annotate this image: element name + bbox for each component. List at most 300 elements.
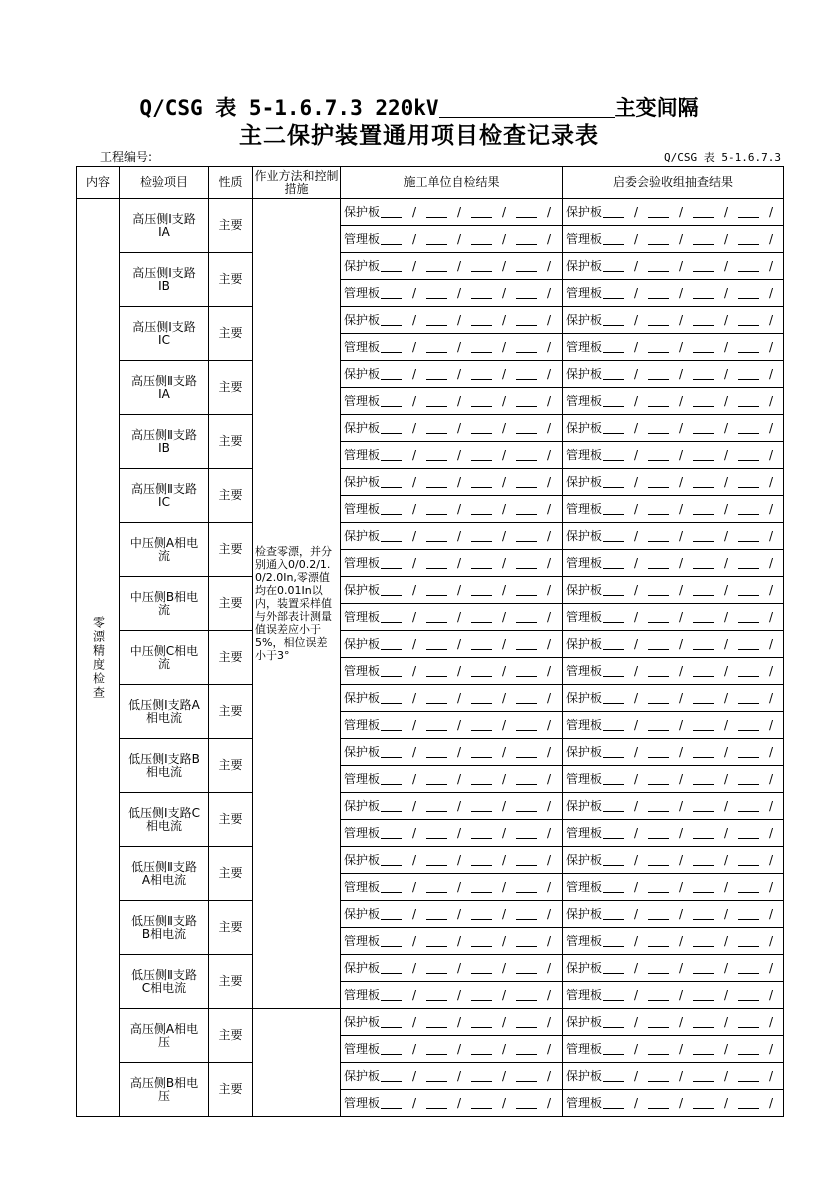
value-blank[interactable]: [381, 205, 402, 218]
value-blank[interactable]: [693, 583, 714, 596]
value-blank[interactable]: [426, 1042, 447, 1055]
acceptance-result-cell[interactable]: [563, 199, 784, 226]
value-blank[interactable]: [648, 1015, 669, 1028]
value-blank[interactable]: [693, 637, 714, 650]
acceptance-result-cell[interactable]: [563, 766, 784, 793]
value-blank[interactable]: [693, 286, 714, 299]
value-blank[interactable]: [381, 394, 402, 407]
value-blank[interactable]: [738, 583, 759, 596]
value-blank[interactable]: [648, 691, 669, 704]
value-blank[interactable]: [693, 1042, 714, 1055]
value-blank[interactable]: [381, 745, 402, 758]
value-blank[interactable]: [516, 205, 537, 218]
value-blank[interactable]: [738, 502, 759, 515]
value-blank[interactable]: [471, 1069, 492, 1082]
value-blank[interactable]: [426, 1069, 447, 1082]
value-blank[interactable]: [693, 1069, 714, 1082]
value-blank[interactable]: [648, 421, 669, 434]
value-blank[interactable]: [426, 637, 447, 650]
value-blank[interactable]: [516, 691, 537, 704]
value-blank[interactable]: [516, 340, 537, 353]
value-blank[interactable]: [603, 529, 624, 542]
value-blank[interactable]: [516, 664, 537, 677]
value-blank[interactable]: [603, 988, 624, 1001]
value-blank[interactable]: [603, 907, 624, 920]
value-blank[interactable]: [648, 367, 669, 380]
self-result-cell[interactable]: [341, 739, 563, 766]
value-blank[interactable]: [603, 691, 624, 704]
value-blank[interactable]: [381, 853, 402, 866]
value-blank[interactable]: [516, 1096, 537, 1109]
value-blank[interactable]: [738, 1015, 759, 1028]
value-blank[interactable]: [426, 772, 447, 785]
self-result-cell[interactable]: [341, 550, 563, 577]
value-blank[interactable]: [381, 367, 402, 380]
value-blank[interactable]: [738, 745, 759, 758]
value-blank[interactable]: [471, 1096, 492, 1109]
value-blank[interactable]: [603, 637, 624, 650]
value-blank[interactable]: [603, 1096, 624, 1109]
value-blank[interactable]: [693, 232, 714, 245]
value-blank[interactable]: [516, 799, 537, 812]
value-blank[interactable]: [648, 637, 669, 650]
acceptance-result-cell[interactable]: [563, 685, 784, 712]
self-result-cell[interactable]: [341, 874, 563, 901]
value-blank[interactable]: [426, 907, 447, 920]
acceptance-result-cell[interactable]: [563, 226, 784, 253]
value-blank[interactable]: [738, 529, 759, 542]
value-blank[interactable]: [516, 529, 537, 542]
value-blank[interactable]: [381, 583, 402, 596]
value-blank[interactable]: [471, 421, 492, 434]
value-blank[interactable]: [381, 988, 402, 1001]
value-blank[interactable]: [516, 1069, 537, 1082]
acceptance-result-cell[interactable]: [563, 334, 784, 361]
self-result-cell[interactable]: [341, 631, 563, 658]
value-blank[interactable]: [648, 1096, 669, 1109]
value-blank[interactable]: [381, 448, 402, 461]
value-blank[interactable]: [516, 421, 537, 434]
value-blank[interactable]: [516, 826, 537, 839]
value-blank[interactable]: [516, 1042, 537, 1055]
value-blank[interactable]: [516, 475, 537, 488]
acceptance-result-cell[interactable]: [563, 955, 784, 982]
value-blank[interactable]: [738, 718, 759, 731]
value-blank[interactable]: [648, 313, 669, 326]
value-blank[interactable]: [471, 718, 492, 731]
value-blank[interactable]: [693, 961, 714, 974]
value-blank[interactable]: [693, 853, 714, 866]
value-blank[interactable]: [648, 664, 669, 677]
self-result-cell[interactable]: [341, 928, 563, 955]
value-blank[interactable]: [381, 826, 402, 839]
value-blank[interactable]: [648, 772, 669, 785]
value-blank[interactable]: [516, 583, 537, 596]
value-blank[interactable]: [693, 1096, 714, 1109]
value-blank[interactable]: [471, 637, 492, 650]
self-result-cell[interactable]: [341, 658, 563, 685]
self-result-cell[interactable]: [341, 955, 563, 982]
value-blank[interactable]: [603, 718, 624, 731]
acceptance-result-cell[interactable]: [563, 442, 784, 469]
acceptance-result-cell[interactable]: [563, 631, 784, 658]
acceptance-result-cell[interactable]: [563, 253, 784, 280]
value-blank[interactable]: [693, 205, 714, 218]
value-blank[interactable]: [426, 529, 447, 542]
value-blank[interactable]: [426, 988, 447, 1001]
value-blank[interactable]: [693, 259, 714, 272]
value-blank[interactable]: [426, 934, 447, 947]
value-blank[interactable]: [426, 286, 447, 299]
value-blank[interactable]: [381, 421, 402, 434]
value-blank[interactable]: [471, 961, 492, 974]
value-blank[interactable]: [648, 394, 669, 407]
value-blank[interactable]: [471, 583, 492, 596]
value-blank[interactable]: [471, 286, 492, 299]
self-result-cell[interactable]: [341, 685, 563, 712]
value-blank[interactable]: [381, 1042, 402, 1055]
value-blank[interactable]: [693, 718, 714, 731]
value-blank[interactable]: [693, 313, 714, 326]
self-result-cell[interactable]: [341, 577, 563, 604]
self-result-cell[interactable]: [341, 334, 563, 361]
value-blank[interactable]: [471, 880, 492, 893]
value-blank[interactable]: [516, 232, 537, 245]
value-blank[interactable]: [516, 313, 537, 326]
value-blank[interactable]: [426, 556, 447, 569]
value-blank[interactable]: [603, 502, 624, 515]
acceptance-result-cell[interactable]: [563, 982, 784, 1009]
self-result-cell[interactable]: [341, 712, 563, 739]
value-blank[interactable]: [738, 1042, 759, 1055]
value-blank[interactable]: [693, 475, 714, 488]
value-blank[interactable]: [738, 394, 759, 407]
value-blank[interactable]: [426, 880, 447, 893]
value-blank[interactable]: [693, 934, 714, 947]
value-blank[interactable]: [381, 718, 402, 731]
value-blank[interactable]: [471, 1042, 492, 1055]
value-blank[interactable]: [426, 340, 447, 353]
self-result-cell[interactable]: [341, 442, 563, 469]
acceptance-result-cell[interactable]: [563, 1063, 784, 1090]
value-blank[interactable]: [516, 718, 537, 731]
value-blank[interactable]: [648, 205, 669, 218]
value-blank[interactable]: [426, 475, 447, 488]
acceptance-result-cell[interactable]: [563, 496, 784, 523]
value-blank[interactable]: [426, 583, 447, 596]
value-blank[interactable]: [603, 880, 624, 893]
value-blank[interactable]: [648, 934, 669, 947]
value-blank[interactable]: [381, 691, 402, 704]
value-blank[interactable]: [648, 286, 669, 299]
value-blank[interactable]: [648, 745, 669, 758]
value-blank[interactable]: [738, 772, 759, 785]
value-blank[interactable]: [471, 313, 492, 326]
value-blank[interactable]: [471, 988, 492, 1001]
value-blank[interactable]: [603, 286, 624, 299]
value-blank[interactable]: [516, 772, 537, 785]
value-blank[interactable]: [693, 691, 714, 704]
value-blank[interactable]: [426, 799, 447, 812]
value-blank[interactable]: [693, 826, 714, 839]
acceptance-result-cell[interactable]: [563, 307, 784, 334]
value-blank[interactable]: [516, 637, 537, 650]
value-blank[interactable]: [603, 799, 624, 812]
value-blank[interactable]: [381, 799, 402, 812]
value-blank[interactable]: [426, 1096, 447, 1109]
value-blank[interactable]: [648, 826, 669, 839]
value-blank[interactable]: [693, 394, 714, 407]
self-result-cell[interactable]: [341, 496, 563, 523]
value-blank[interactable]: [516, 934, 537, 947]
value-blank[interactable]: [693, 880, 714, 893]
value-blank[interactable]: [426, 691, 447, 704]
value-blank[interactable]: [426, 421, 447, 434]
value-blank[interactable]: [693, 421, 714, 434]
value-blank[interactable]: [603, 745, 624, 758]
value-blank[interactable]: [738, 907, 759, 920]
value-blank[interactable]: [648, 475, 669, 488]
self-result-cell[interactable]: [341, 604, 563, 631]
value-blank[interactable]: [693, 745, 714, 758]
self-result-cell[interactable]: [341, 469, 563, 496]
value-blank[interactable]: [738, 232, 759, 245]
value-blank[interactable]: [648, 583, 669, 596]
value-blank[interactable]: [738, 610, 759, 623]
acceptance-result-cell[interactable]: [563, 550, 784, 577]
acceptance-result-cell[interactable]: [563, 793, 784, 820]
value-blank[interactable]: [738, 448, 759, 461]
value-blank[interactable]: [516, 610, 537, 623]
value-blank[interactable]: [648, 232, 669, 245]
value-blank[interactable]: [693, 610, 714, 623]
value-blank[interactable]: [471, 907, 492, 920]
value-blank[interactable]: [738, 205, 759, 218]
value-blank[interactable]: [471, 745, 492, 758]
value-blank[interactable]: [471, 934, 492, 947]
value-blank[interactable]: [693, 907, 714, 920]
acceptance-result-cell[interactable]: [563, 469, 784, 496]
value-blank[interactable]: [471, 340, 492, 353]
self-result-cell[interactable]: [341, 280, 563, 307]
value-blank[interactable]: [648, 1069, 669, 1082]
value-blank[interactable]: [603, 448, 624, 461]
self-result-cell[interactable]: [341, 1090, 563, 1117]
value-blank[interactable]: [738, 1069, 759, 1082]
acceptance-result-cell[interactable]: [563, 820, 784, 847]
value-blank[interactable]: [426, 610, 447, 623]
value-blank[interactable]: [516, 961, 537, 974]
value-blank[interactable]: [738, 421, 759, 434]
value-blank[interactable]: [603, 205, 624, 218]
acceptance-result-cell[interactable]: [563, 1090, 784, 1117]
value-blank[interactable]: [648, 529, 669, 542]
value-blank[interactable]: [471, 772, 492, 785]
value-blank[interactable]: [471, 1015, 492, 1028]
self-result-cell[interactable]: [341, 793, 563, 820]
value-blank[interactable]: [648, 853, 669, 866]
self-result-cell[interactable]: [341, 253, 563, 280]
value-blank[interactable]: [738, 286, 759, 299]
value-blank[interactable]: [603, 556, 624, 569]
value-blank[interactable]: [516, 448, 537, 461]
value-blank[interactable]: [426, 718, 447, 731]
value-blank[interactable]: [738, 475, 759, 488]
value-blank[interactable]: [648, 610, 669, 623]
value-blank[interactable]: [516, 907, 537, 920]
value-blank[interactable]: [693, 556, 714, 569]
value-blank[interactable]: [471, 367, 492, 380]
acceptance-result-cell[interactable]: [563, 577, 784, 604]
self-result-cell[interactable]: [341, 523, 563, 550]
self-result-cell[interactable]: [341, 982, 563, 1009]
acceptance-result-cell[interactable]: [563, 1036, 784, 1063]
acceptance-result-cell[interactable]: [563, 928, 784, 955]
value-blank[interactable]: [426, 232, 447, 245]
value-blank[interactable]: [381, 556, 402, 569]
value-blank[interactable]: [738, 691, 759, 704]
value-blank[interactable]: [471, 259, 492, 272]
value-blank[interactable]: [426, 205, 447, 218]
value-blank[interactable]: [381, 772, 402, 785]
self-result-cell[interactable]: [341, 901, 563, 928]
value-blank[interactable]: [603, 259, 624, 272]
value-blank[interactable]: [603, 610, 624, 623]
value-blank[interactable]: [426, 826, 447, 839]
value-blank[interactable]: [516, 394, 537, 407]
value-blank[interactable]: [381, 259, 402, 272]
acceptance-result-cell[interactable]: [563, 739, 784, 766]
value-blank[interactable]: [471, 664, 492, 677]
value-blank[interactable]: [381, 475, 402, 488]
value-blank[interactable]: [603, 475, 624, 488]
value-blank[interactable]: [738, 880, 759, 893]
value-blank[interactable]: [693, 1015, 714, 1028]
value-blank[interactable]: [516, 880, 537, 893]
value-blank[interactable]: [648, 988, 669, 1001]
value-blank[interactable]: [471, 556, 492, 569]
value-blank[interactable]: [693, 799, 714, 812]
value-blank[interactable]: [471, 610, 492, 623]
acceptance-result-cell[interactable]: [563, 901, 784, 928]
value-blank[interactable]: [738, 961, 759, 974]
self-result-cell[interactable]: [341, 307, 563, 334]
value-blank[interactable]: [603, 772, 624, 785]
value-blank[interactable]: [693, 529, 714, 542]
value-blank[interactable]: [693, 502, 714, 515]
value-blank[interactable]: [648, 448, 669, 461]
value-blank[interactable]: [603, 583, 624, 596]
value-blank[interactable]: [381, 313, 402, 326]
acceptance-result-cell[interactable]: [563, 361, 784, 388]
value-blank[interactable]: [381, 529, 402, 542]
value-blank[interactable]: [381, 961, 402, 974]
acceptance-result-cell[interactable]: [563, 847, 784, 874]
value-blank[interactable]: [603, 826, 624, 839]
value-blank[interactable]: [516, 853, 537, 866]
value-blank[interactable]: [426, 313, 447, 326]
value-blank[interactable]: [738, 988, 759, 1001]
value-blank[interactable]: [738, 313, 759, 326]
value-blank[interactable]: [648, 907, 669, 920]
value-blank[interactable]: [648, 556, 669, 569]
value-blank[interactable]: [471, 394, 492, 407]
value-blank[interactable]: [738, 1096, 759, 1109]
value-blank[interactable]: [648, 718, 669, 731]
value-blank[interactable]: [381, 1015, 402, 1028]
value-blank[interactable]: [516, 286, 537, 299]
value-blank[interactable]: [426, 1015, 447, 1028]
value-blank[interactable]: [471, 691, 492, 704]
acceptance-result-cell[interactable]: [563, 523, 784, 550]
value-blank[interactable]: [603, 421, 624, 434]
value-blank[interactable]: [738, 853, 759, 866]
value-blank[interactable]: [648, 502, 669, 515]
value-blank[interactable]: [603, 1042, 624, 1055]
acceptance-result-cell[interactable]: [563, 874, 784, 901]
self-result-cell[interactable]: [341, 388, 563, 415]
value-blank[interactable]: [381, 907, 402, 920]
self-result-cell[interactable]: [341, 361, 563, 388]
self-result-cell[interactable]: [341, 766, 563, 793]
value-blank[interactable]: [648, 259, 669, 272]
value-blank[interactable]: [603, 313, 624, 326]
value-blank[interactable]: [516, 745, 537, 758]
value-blank[interactable]: [381, 340, 402, 353]
value-blank[interactable]: [603, 1069, 624, 1082]
value-blank[interactable]: [381, 934, 402, 947]
value-blank[interactable]: [693, 988, 714, 1001]
self-result-cell[interactable]: [341, 847, 563, 874]
value-blank[interactable]: [471, 502, 492, 515]
value-blank[interactable]: [603, 232, 624, 245]
value-blank[interactable]: [426, 853, 447, 866]
value-blank[interactable]: [738, 259, 759, 272]
value-blank[interactable]: [471, 232, 492, 245]
value-blank[interactable]: [426, 502, 447, 515]
acceptance-result-cell[interactable]: [563, 1009, 784, 1036]
value-blank[interactable]: [516, 502, 537, 515]
self-result-cell[interactable]: [341, 415, 563, 442]
value-blank[interactable]: [648, 880, 669, 893]
value-blank[interactable]: [381, 664, 402, 677]
value-blank[interactable]: [516, 556, 537, 569]
value-blank[interactable]: [471, 799, 492, 812]
value-blank[interactable]: [738, 934, 759, 947]
value-blank[interactable]: [603, 1015, 624, 1028]
value-blank[interactable]: [381, 502, 402, 515]
value-blank[interactable]: [381, 637, 402, 650]
value-blank[interactable]: [471, 448, 492, 461]
value-blank[interactable]: [738, 556, 759, 569]
value-blank[interactable]: [381, 232, 402, 245]
value-blank[interactable]: [648, 961, 669, 974]
value-blank[interactable]: [648, 799, 669, 812]
self-result-cell[interactable]: [341, 1063, 563, 1090]
acceptance-result-cell[interactable]: [563, 604, 784, 631]
value-blank[interactable]: [471, 826, 492, 839]
value-blank[interactable]: [516, 367, 537, 380]
value-blank[interactable]: [381, 1096, 402, 1109]
self-result-cell[interactable]: [341, 199, 563, 226]
value-blank[interactable]: [426, 664, 447, 677]
value-blank[interactable]: [471, 205, 492, 218]
value-blank[interactable]: [693, 340, 714, 353]
value-blank[interactable]: [381, 1069, 402, 1082]
acceptance-result-cell[interactable]: [563, 658, 784, 685]
acceptance-result-cell[interactable]: [563, 415, 784, 442]
value-blank[interactable]: [516, 1015, 537, 1028]
